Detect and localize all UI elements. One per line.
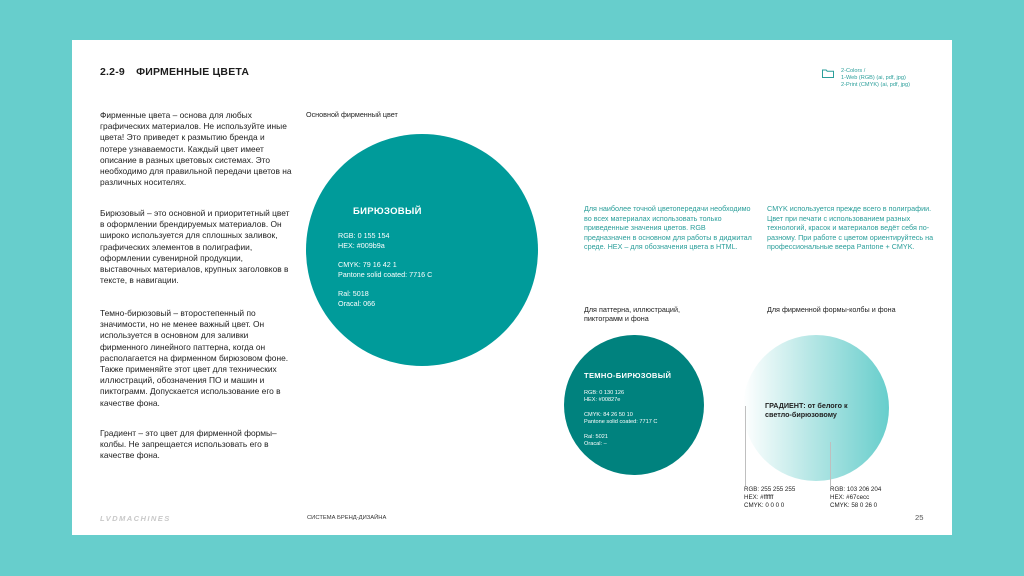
turquoise-paragraph: Бирюзовый – это основной и приоритетный цвет в оформлении брендируемых материалов. Он широко используется для сплошных заливок, графических элементов в полиграфии, оформлении сувенирной продукции, выставочных материалов, крупных заголовков в тексте, в навигации. [100, 208, 290, 286]
dark-color-label: Для паттерна, иллюстраций, пиктограмм и фона [584, 305, 680, 323]
gradient-light-values [830, 486, 881, 511]
section-title: ФИРМЕННЫЕ ЦВЕТА [136, 66, 250, 78]
main-color-name: БИРЮЗОВЫЙ [353, 206, 422, 217]
page-title [100, 66, 249, 78]
folder-icon [822, 69, 834, 78]
page-number: 25 [915, 513, 924, 522]
gradient-name: ГРАДИЕНТ: от белого к светло-бирюзовому [765, 401, 848, 419]
dark-color-hex: HEX: #00827e [584, 397, 621, 404]
dark-color-values [584, 390, 657, 448]
white-rgb: RGB: 255 255 255 [744, 486, 796, 493]
folder-link[interactable] [822, 68, 910, 88]
footer-doc-title: СИСТЕМА БРЕНД-ДИЗАЙНА [307, 515, 387, 521]
light-rgb: RGB: 103 206 204 [830, 486, 882, 493]
gradient-white-values [744, 486, 795, 511]
dark-color-pantone: Pantone solid coated: 7717 C [584, 419, 658, 426]
main-color-hex: HEX: #009b9a [338, 240, 385, 250]
light-cmyk: CMYK: 58 0 26 0 [830, 502, 878, 510]
white-hex: HEX: #ffffff [744, 494, 774, 502]
section-number: 2.2-9 [100, 66, 125, 78]
gradient-paragraph: Градиент – это цвет для фирменной формы–колбы. Не запрещается использовать его в качестве фона. [100, 428, 277, 461]
dark-turquoise-paragraph: Темно-бирюзовый – второстепенный по значимости, но не менее важный цвет. Он используется в основном для заливки фирменного линейного паттерна, когда он располагается на фирменном бирюзовом фоне. Также применяйте этот цвет для технических иллюстраций, обозначения ПО и машин и пиктограмм. Допускается использование его в качестве фона. [100, 308, 289, 408]
folder-print-files: 2-Print (CMYK) (ai, pdf, jpg) [841, 81, 911, 88]
main-color-label: Основной фирменный цвет [306, 110, 398, 119]
brand-logo: LVDMACHINES [100, 514, 171, 523]
folder-web-files: 1-Web (RGB) (ai, pdf, jpg) [841, 74, 906, 81]
light-hex: HEX: #67cecc [830, 494, 870, 502]
intro-paragraph: Фирменные цвета – основа для любых графических материалов. Не используйте иные цвета! Это приведет к размытию бренда и потере узнаваемости. Каждый цвет имеет описание в разных цветовых системах. Это необходимо для правильной передачи цветов на различных носителях. [100, 110, 292, 188]
main-color-oracal: Oracal: 066 [338, 298, 376, 308]
dark-color-cmyk: CMYK: 84 26 50 10 [584, 411, 633, 418]
rgb-hex-note: Для наиболее точной цветопередачи необходимо во всех материалах использовать только приведенные значения цветов. RGB предназначен в основном для работы в диджитал среде. HEX – для обозначения цвета в HTML. [584, 204, 752, 252]
main-color-values [338, 231, 432, 309]
dark-color-ral: Ral: 5021 [584, 433, 608, 440]
main-color-cmyk: CMYK: 79 16 42 1 [338, 260, 397, 270]
gradient-label: Для фирменной формы-колбы и фона [767, 305, 896, 314]
folder-path: 2-Colors / [841, 68, 866, 74]
brandbook-page [72, 40, 952, 535]
white-cmyk: CMYK: 0 0 0 0 [744, 502, 785, 510]
dark-color-oracal: Oracal: – [584, 441, 607, 448]
gradient-start-marker [745, 406, 746, 486]
cmyk-note: CMYK используется прежде всего в полиграфии. Цвет при печати с использованием разных технологий, красок и материалов ведёт себя по-разному. При работе с цветом ориентируйтесь на профессиональные веера Pantone + CMYK. [767, 204, 934, 252]
gradient-end-marker [830, 442, 831, 486]
dark-color-rgb: RGB: 0 130 126 [584, 390, 625, 396]
main-color-pantone: Pantone solid coated: 7716 C [338, 269, 433, 279]
main-color-ral: Ral: 5018 [338, 289, 369, 299]
main-color-rgb: RGB: 0 155 154 [338, 231, 390, 240]
dark-color-name: ТЕМНО-БИРЮЗОВЫЙ [584, 371, 672, 380]
